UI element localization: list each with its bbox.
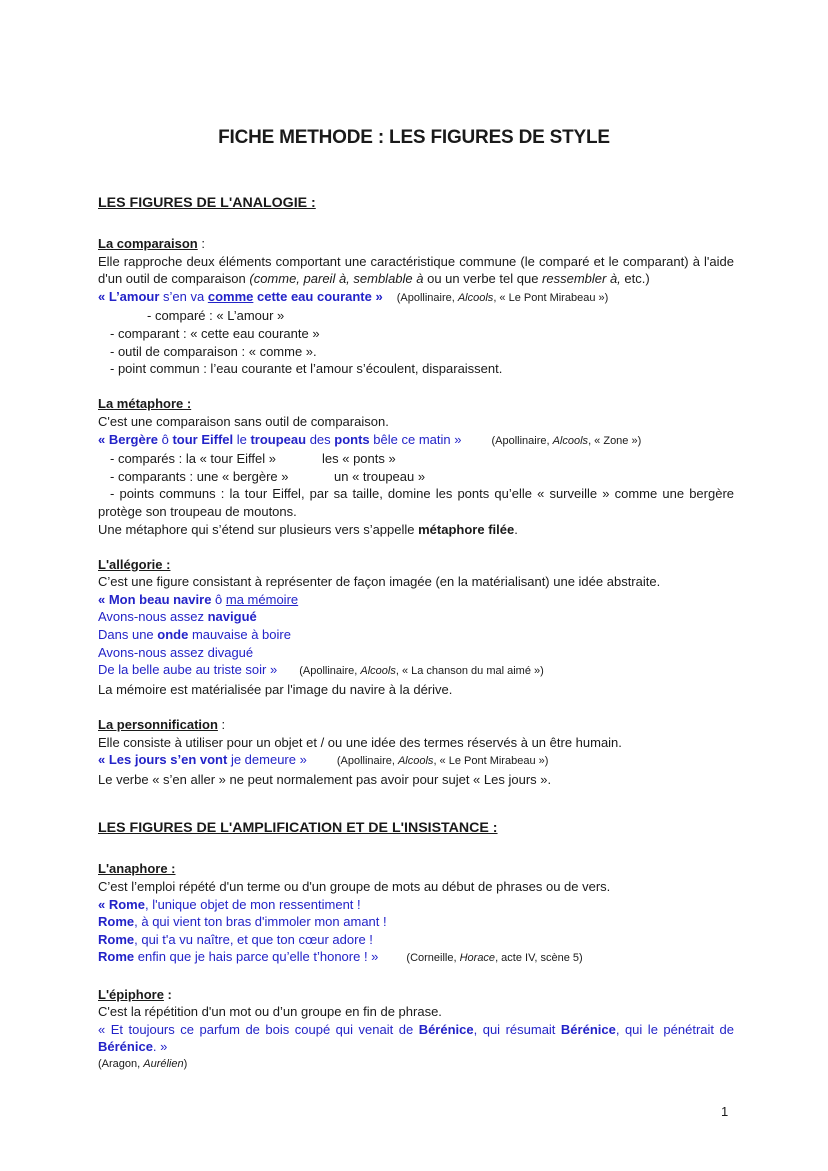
explanation-allegorie: La mémoire est matérialisée par l'image du navire à la dérive. [98, 681, 453, 697]
quote-personnification: « Les jours s’en vont je demeure » (Apollinaire, Alcools, « Le Pont Mirabeau ») [98, 752, 549, 768]
analysis-item: - comparés : la « tour Eiffel » les « ponts » [110, 451, 396, 467]
verse-line: Rome, à qui vient ton bras d'immoler mon amant ! [98, 914, 387, 930]
quote-metaphore: « Bergère ô tour Eiffel le troupeau des ponts bêle ce matin » (Apollinaire, Alcools, « Zone ») [98, 431, 642, 447]
verse-line: « Rome, l'unique objet de mon ressentiment ! [98, 896, 361, 912]
explanation-personnification: Le verbe « s’en aller » ne peut normalement pas avoir pour sujet « Les jours ». [98, 771, 552, 787]
note-metaphore-filee: Une métaphore qui s’étend sur plusieurs vers s’appelle métaphore filée. [98, 521, 518, 537]
source-citation: (Corneille, Horace, acte IV, scène 5) [406, 952, 583, 965]
analysis-item: - comparant : « cette eau courante » [110, 325, 320, 341]
verse-line: Rome, qui t'a vu naître, et que ton cœur adore ! [98, 931, 373, 947]
source-citation: (Aragon, Aurélien) [98, 1057, 188, 1070]
page-title: FICHE METHODE : LES FIGURES DE STYLE [218, 127, 610, 148]
verse-line: Avons-nous assez divagué [98, 644, 254, 660]
section-heading-amplification: LES FIGURES DE L'AMPLIFICATION ET DE L'INSISTANCE : [98, 820, 498, 837]
source-citation: (Apollinaire, Alcools, « Zone ») [491, 434, 642, 447]
definition-personnification: Elle consiste à utiliser pour un objet et / ou une idée des termes réservés à un être humain. [98, 734, 622, 750]
definition-metaphore: C'est une comparaison sans outil de comparaison. [98, 413, 389, 429]
analysis-points-communs: - points communs : la tour Eiffel, par sa taille, domine les ponts qu’elle « surveille » comme une bergère protège son troupeau de moutons. [98, 486, 734, 519]
quote-epiphore: « Et toujours ce parfum de bois coupé qui venait de Bérénice, qui résumait Bérénice, qui le pénétrait de Bérénice. » [98, 1021, 734, 1055]
analysis-item: - point commun : l’eau courante et l’amour s’écoulent, disparaissent. [110, 361, 503, 377]
verse-line: Rome enfin que je hais parce qu’elle t’honore ! » (Corneille, Horace, acte IV, scène 5) [98, 949, 583, 965]
figure-heading-anaphore: L'anaphore : [98, 861, 176, 877]
analysis-item: - outil de comparaison : « comme ». [110, 343, 317, 359]
verse-line: De la belle aube au triste soir » (Apollinaire, Alcools, « La chanson du mal aimé ») [98, 662, 544, 678]
definition-comparaison: Elle rapproche deux éléments comportant une caractéristique commune (le comparé et le comparant) à l'aide d'un outil de comparaison (comme, pareil à, semblable à ou un verbe tel que ressembler à, etc.) [98, 253, 734, 287]
definition-allegorie: C’est une figure consistant à représenter de façon imagée (en la matérialisant) une idée abstraite. [98, 574, 661, 590]
verse-line: « Mon beau navire ô ma mémoire [98, 591, 299, 607]
source-citation: (Apollinaire, Alcools, « Le Pont Mirabeau ») [396, 291, 609, 304]
definition-epiphore: C'est la répétition d'un mot ou d’un groupe en fin de phrase. [98, 1004, 442, 1020]
figure-heading-comparaison: La comparaison : [98, 236, 205, 251]
verse-line: Dans une onde mauvaise à boire [98, 627, 291, 643]
document-body [98, 194, 734, 1074]
quote-comparaison: « L’amour s’en va comme cette eau courante » (Apollinaire, Alcools, « Le Pont Mirabeau ») [98, 288, 609, 304]
verse-line: Avons-nous assez navigué [98, 609, 257, 625]
analysis-item: - comparé : « L’amour » [147, 308, 285, 324]
figure-heading-epiphore: L'épiphore : [98, 986, 172, 1002]
source-citation: (Apollinaire, Alcools, « Le Pont Mirabeau ») [336, 755, 549, 768]
figure-heading-allegorie: L'allégorie : [98, 556, 171, 572]
analysis-item: - comparants : une « bergère » un « troupeau » [110, 468, 426, 484]
section-heading-analogie: LES FIGURES DE L'ANALOGIE : [98, 195, 316, 211]
source-citation: (Apollinaire, Alcools, « La chanson du mal aimé ») [299, 665, 544, 678]
page-number: 1 [721, 1104, 729, 1119]
figure-heading-personnification: La personnification : [98, 717, 226, 733]
definition-anaphore: C’est l’emploi répété d'un terme ou d'un groupe de mots au début de phrases ou de vers. [98, 879, 611, 894]
figure-heading-metaphore: La métaphore : [98, 396, 192, 412]
